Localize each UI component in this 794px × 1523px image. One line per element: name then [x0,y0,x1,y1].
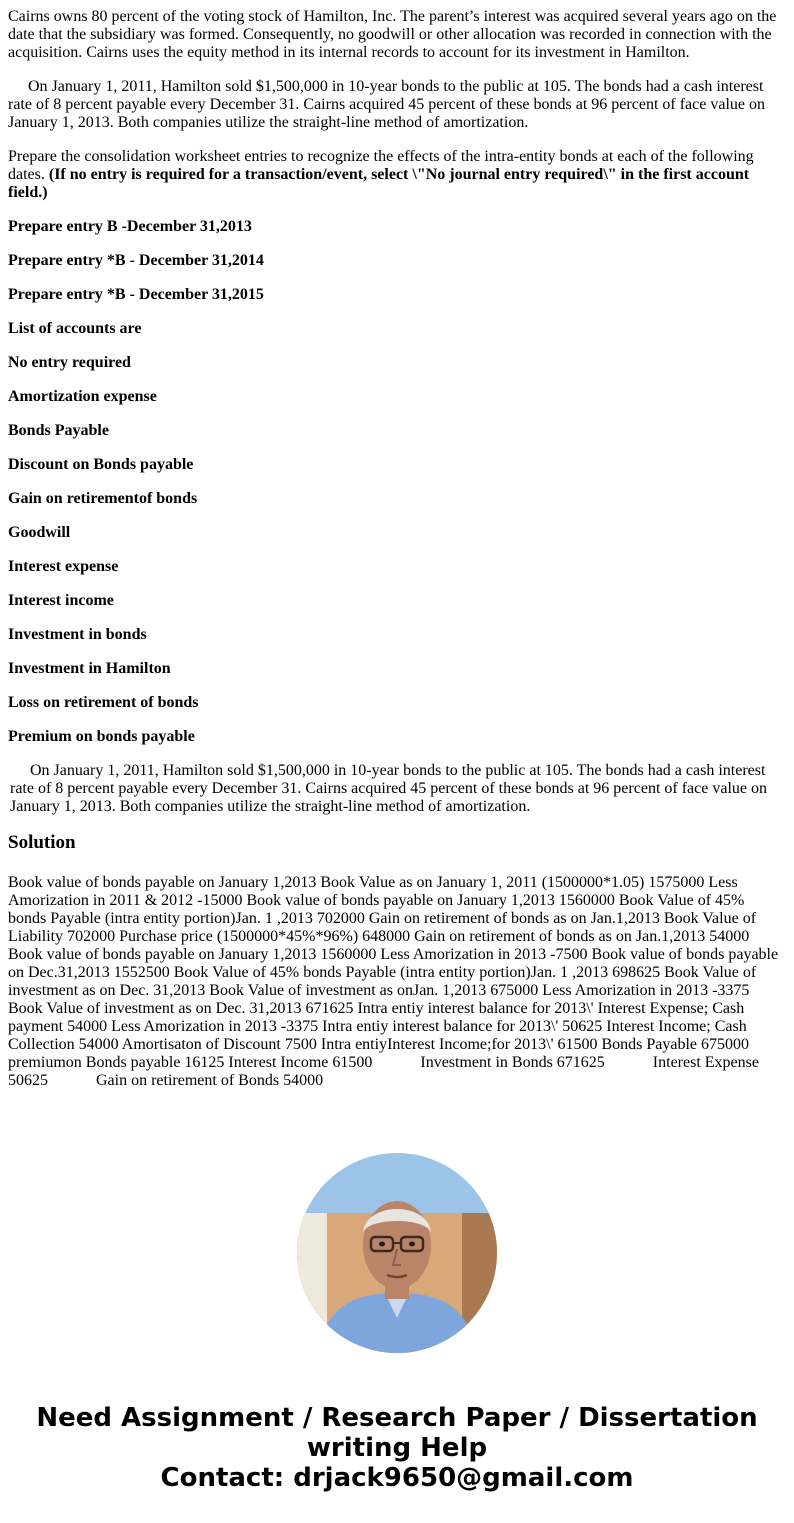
solution-heading: Solution [8,832,76,853]
account-item: Investment in bonds [8,626,147,643]
entry-heading-2: Prepare entry *B - December 31,2014 [8,252,264,269]
account-item: Interest expense [8,558,119,575]
account-item: Bonds Payable [8,422,109,439]
promo-banner [0,1403,794,1493]
accounts-list-title: List of accounts are [8,320,142,337]
account-item: No entry required [8,354,131,371]
entry-heading-3: Prepare entry *B - December 31,2015 [8,286,264,303]
account-item: Premium on bonds payable [8,728,195,745]
problem-paragraph-3 [8,148,786,202]
solution-text: Book value of bonds payable on January 1,2013 Book Value as on January 1, 2011 (1500000*1.05) 1575000 Less Amorization in 2011 & 2012 -15000 Book value of bonds payable on January 1,2013 1560000 Book Value of 45% bonds Payable (intra entity portion)Jan. 1 ,2013 702000 Gain on retirement of bonds as on Jan.1,2013 Book Value of Liability 702000 Purchase price (1500000*45%*96%) 648000 Gain on retirement of bonds as on Jan.1,2013 54000 Book value of bonds payable on January 1,2013 1560000 Less Amorization in 2013 -7500 Book value of bonds payable on Dec.31,2013 1552500 Book Value of 45% bonds Payable (intra entity portion)Jan. 1 ,2013 698625 Book Value of investment as on Dec. 31,2013 Book Value of investment as onJan. 1,2013 675000 Less Amorization in 2013 -3375 Book Value of investment as on Dec. 31,2013 671625 Intra entiy interest balance for 2013\' Interest Expense; Cash payment 54000 Less Amorization in 2013 -3375 Intra entiy interest balance for 2013\' 50625 Interest Income; Cash Collection 54000 Amortisaton of Discount 7500 Intra entiyInterest Income;for 2013\' 61500 Bonds Payable 675000 premiumon Bonds payable 16125 Interest Income 61500 Investment in Bonds 671625 Interest Expense 50625 Gain on retirement of Bonds 54000 [8,874,783,1089]
promo-line-1: Need Assignment / Research Paper / Dissertation [36,1403,758,1433]
account-item: Loss on retirement of bonds [8,694,199,711]
account-item: Discount on Bonds payable [8,456,194,473]
account-item: Gain on retirementof bonds [8,490,198,507]
instruction-text: Prepare the consolidation worksheet entries to recognize the effects of the intra-entity bonds at each of the following dates. [8,148,754,183]
author-avatar [297,1153,497,1353]
problem-paragraph-1: Cairns owns 80 percent of the voting stock of Hamilton, Inc. The parent’s interest was acquired several years ago on the date that the subsidiary was formed. Consequently, no goodwill or other allocation was recorded in connection with the acquisition. Cairns uses the equity method in its internal records to account for its investment in Hamilton. [8,8,777,61]
instruction-bold-text: (If no entry is required for a transaction/event, select \"No journal entry required\" in the first account field.) [8,166,750,201]
account-item: Investment in Hamilton [8,660,171,677]
account-item: Goodwill [8,524,71,541]
problem-paragraph-2: On January 1, 2011, Hamilton sold $1,500,000 in 10-year bonds to the public at 105. The bonds had a cash interest rate of 8 percent payable every December 31. Cairns acquired 45 percent of these bonds at 96 percent of face value on January 1, 2013. Both companies utilize the straight-line method of amortization. [8,78,765,131]
promo-contact: Contact: drjack9650@gmail.com [160,1463,634,1493]
account-item: Interest income [8,592,114,609]
repeated-problem-paragraph: On January 1, 2011, Hamilton sold $1,500,000 in 10-year bonds to the public at 105. The bonds had a cash interest rate of 8 percent payable every December 31. Cairns acquired 45 percent of these bonds at 96 percent of face value on January 1, 2013. Both companies utilize the straight-line method of amortization. [10,762,767,815]
entry-heading-1: Prepare entry B -December 31,2013 [8,218,252,235]
person-photo-icon [297,1153,497,1353]
account-item: Amortization expense [8,388,157,405]
promo-line-2: writing Help [306,1433,488,1463]
accounts-list [8,354,786,746]
